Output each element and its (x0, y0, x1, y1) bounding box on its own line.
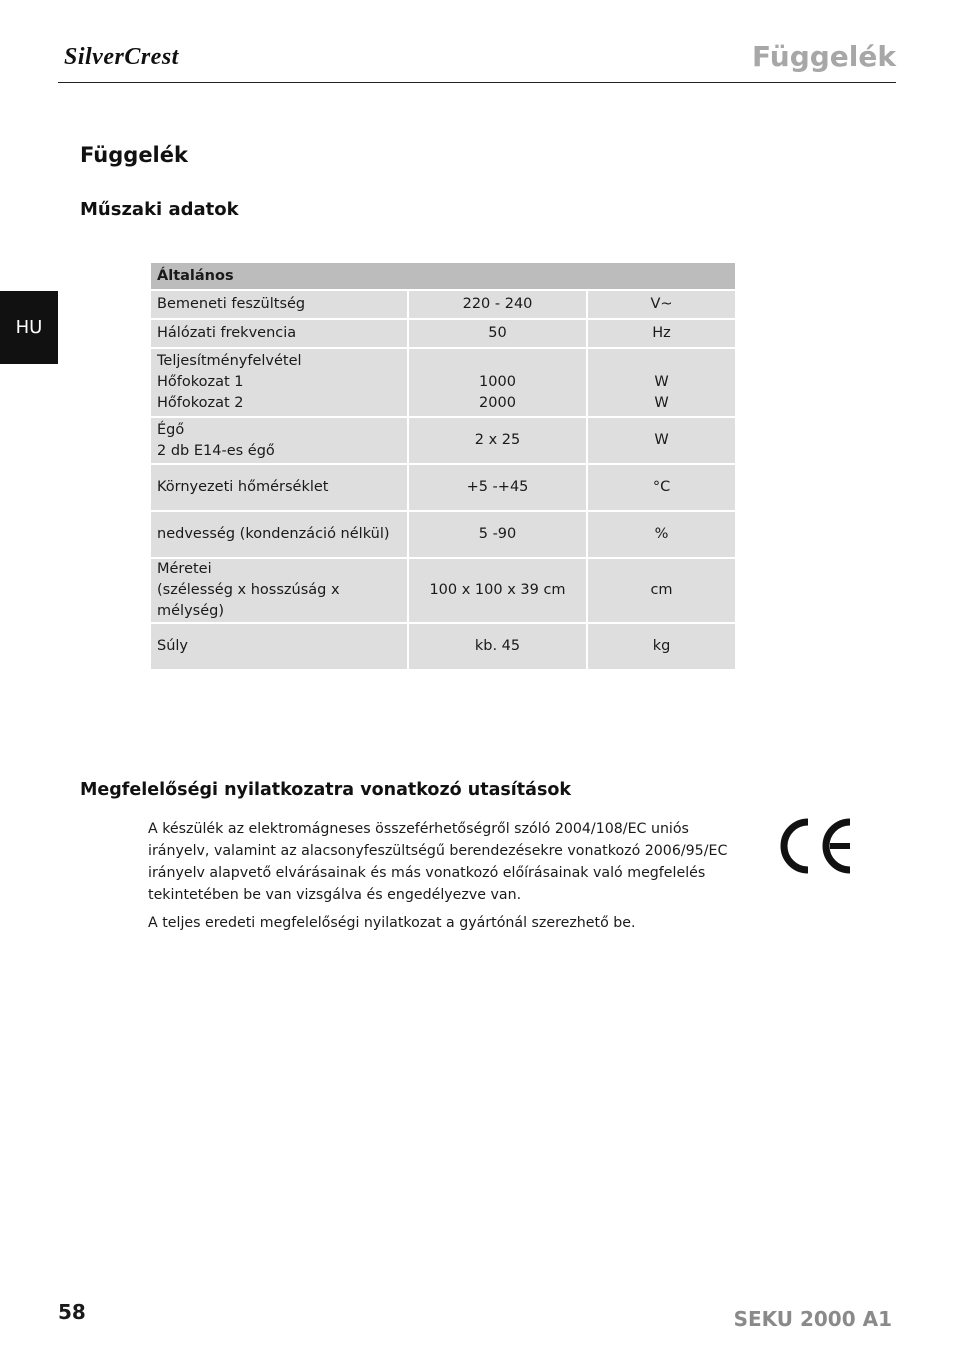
spec-label-line: (szélesség x hosszúság x mélység) (157, 582, 340, 619)
model-name: SEKU 2000 A1 (733, 1307, 892, 1331)
spec-unit (587, 348, 736, 417)
technical-data-table (149, 261, 737, 671)
spec-value-line: 220 - 240 (462, 296, 533, 312)
subsection-title: Műszaki adatok (80, 199, 239, 220)
spec-label-line: nedvesség (kondenzáció nélkül) (157, 526, 390, 542)
spec-unit-line: Hz (652, 325, 671, 341)
spec-label (150, 623, 408, 670)
spec-label-line: Bemeneti feszültség (157, 296, 306, 312)
spec-value-line: 2000 (479, 395, 516, 411)
spec-value (408, 348, 587, 417)
spec-label-line: 2 db E14-es égő (157, 442, 275, 459)
spec-label-line: Hőfokozat 1 (157, 374, 244, 390)
spec-unit (587, 319, 736, 348)
table-row (150, 558, 736, 623)
header-divider (58, 82, 896, 83)
table-group-header: Általános (150, 262, 736, 290)
page-number: 58 (58, 1300, 86, 1324)
conformity-paragraph-2: A teljes eredeti megfelelőségi nyilatkozat a gyártónál szerezhető be. (148, 915, 636, 931)
spec-label (150, 511, 408, 558)
spec-unit-line: kg (652, 638, 671, 654)
spec-unit-line: W (654, 432, 669, 448)
header-title: Függelék (752, 40, 896, 73)
spec-value (408, 558, 587, 623)
spec-unit-line: cm (650, 582, 673, 598)
spec-value-line: kb. 45 (474, 638, 521, 654)
spec-unit (587, 558, 736, 623)
spec-value (408, 290, 587, 319)
spec-label (150, 348, 408, 417)
spec-unit-line: W (654, 395, 669, 411)
spec-unit-line: W (654, 374, 669, 390)
table-row (150, 319, 736, 348)
table-row (150, 464, 736, 511)
spec-unit (587, 511, 736, 558)
spec-unit (587, 464, 736, 511)
spec-value-line: +5 -+45 (466, 479, 529, 495)
language-tab: HU (0, 291, 58, 364)
spec-label (150, 319, 408, 348)
conformity-text (148, 818, 748, 940)
table-row (150, 417, 736, 464)
spec-value (408, 511, 587, 558)
spec-value-line: 50 (488, 325, 507, 341)
table-row (150, 348, 736, 417)
spec-unit-line: °C (652, 479, 671, 495)
spec-unit (587, 417, 736, 464)
spec-value (408, 319, 587, 348)
spec-label-line: Égő (157, 421, 185, 438)
ce-mark-icon (778, 818, 854, 874)
spec-label-line: Teljesítményfelvétel (157, 353, 302, 369)
spec-unit (587, 623, 736, 670)
spec-label-line: Hálózati frekvencia (157, 325, 297, 341)
spec-value-line: 5 -90 (478, 526, 517, 542)
spec-label-line: Környezeti hőmérséklet (157, 479, 329, 495)
spec-label-line: Méretei (157, 561, 212, 577)
table-row (150, 623, 736, 670)
spec-unit-line: V~ (650, 296, 673, 312)
conformity-title: Megfelelőségi nyilatkozatra vonatkozó utasítások (80, 780, 572, 800)
spec-value (408, 623, 587, 670)
brand-logo: SilverCrest (64, 44, 179, 70)
spec-label (150, 417, 408, 464)
spec-unit-line: % (654, 526, 669, 542)
table-group-header-row (150, 262, 736, 290)
spec-label-line: Súly (157, 638, 189, 654)
table-row (150, 511, 736, 558)
spec-unit (587, 290, 736, 319)
spec-value-line: 100 x 100 x 39 cm (429, 582, 566, 598)
spec-value-line: 2 x 25 (474, 432, 521, 448)
table-row (150, 290, 736, 319)
spec-label-line: Hőfokozat 2 (157, 395, 244, 411)
spec-value-line: 1000 (479, 374, 516, 390)
section-title: Függelék (80, 143, 188, 167)
spec-label (150, 558, 408, 623)
spec-value (408, 417, 587, 464)
spec-label (150, 464, 408, 511)
spec-label (150, 290, 408, 319)
conformity-paragraph-1: A készülék az elektromágneses összeférhetőségről szóló 2004/108/EC uniós irányelv, valamint az alacsonyfeszültségű berendezésekre vonatkozó 2006/95/EC irányelv alapvető elvárásainak és más vonatkozó előírásainak való megfelelés tekintetében be van vizsgálva és engedélyezve van. (148, 821, 728, 903)
spec-value (408, 464, 587, 511)
